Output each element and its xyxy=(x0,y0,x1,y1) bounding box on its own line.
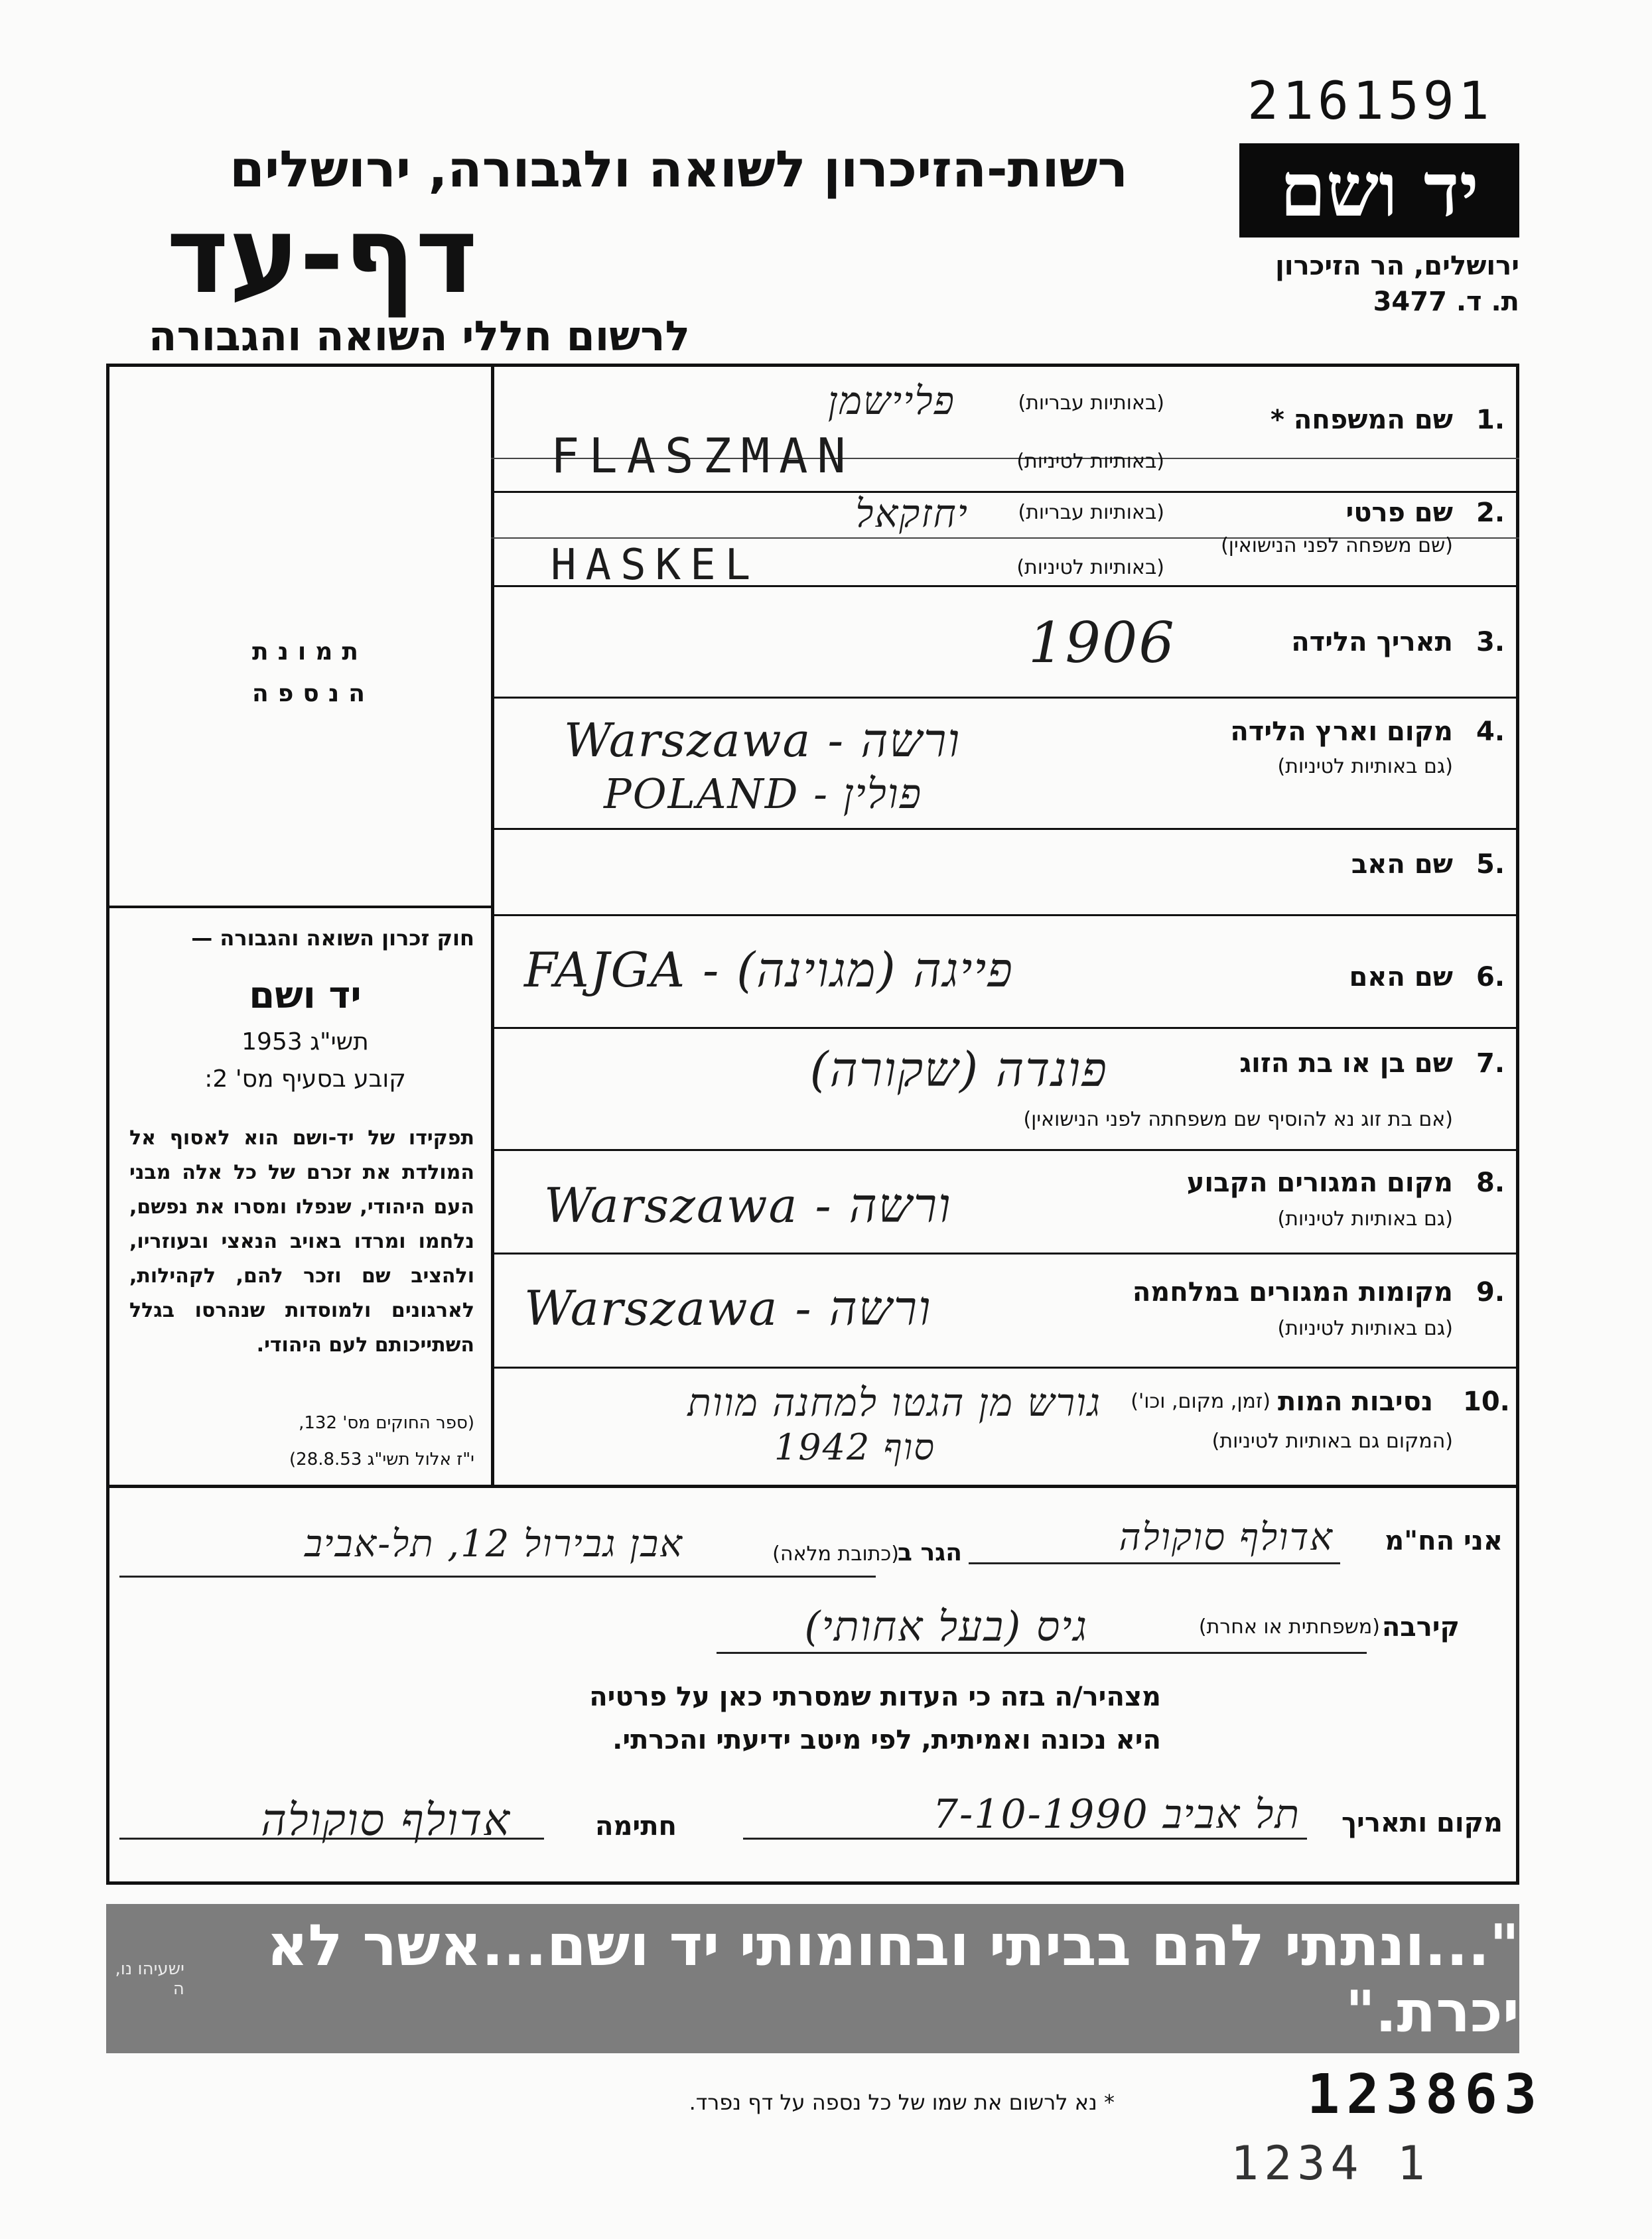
field-10-note: (המקום גם באותיות לטיניות) xyxy=(1211,1430,1453,1453)
quote-banner xyxy=(106,1904,1519,2053)
law-name: יד ושם xyxy=(249,974,362,1017)
address-line-2: ת. ד. 3477 xyxy=(1373,287,1519,317)
signature-value: אדולף סוקולה xyxy=(261,1795,511,1846)
field-2-number: 2. xyxy=(1476,498,1505,528)
row-8-bottom xyxy=(491,1253,1519,1255)
field-2-hint-hebrew: (באותיות עבריות) xyxy=(1018,501,1164,524)
declarant-label: אני הח"מ xyxy=(1385,1526,1503,1556)
field-7-number: 7. xyxy=(1476,1048,1505,1079)
first-name-hebrew: יחזקאל xyxy=(855,491,969,536)
declaration-divider xyxy=(106,1485,1519,1488)
place-date-value: תל אביב 7-10-1990 xyxy=(932,1791,1300,1838)
field-9-label: מקומות המגורים במלחמה xyxy=(1132,1277,1453,1308)
relation-value: גיס (בעל אחותי) xyxy=(804,1602,1088,1651)
address-line xyxy=(119,1576,876,1578)
place-date-line xyxy=(743,1838,1307,1840)
wartime-residence-value: Warszawa - ורשה xyxy=(524,1280,932,1336)
birth-place-value: Warszawa - ורשה xyxy=(564,713,961,768)
field-5-label: שם האב xyxy=(1351,849,1453,880)
field-7-note: (אם בת זוג נא להוסיף שם משפחתה לפני הנישואין) xyxy=(1023,1108,1453,1131)
death-date-value: סוף 1942 xyxy=(774,1426,935,1468)
yad-vashem-logo: יד ושם xyxy=(1239,143,1519,237)
relation-hint: (משפחתית או אחרת) xyxy=(1198,1615,1380,1639)
spouse-name-value: פונדה (שקורה) xyxy=(809,1042,1108,1097)
declarant-name-value: אדולף סוקולה xyxy=(1119,1516,1334,1559)
residence-value: Warszawa - ורשה xyxy=(544,1178,952,1233)
row-7-bottom xyxy=(491,1149,1519,1151)
row-6-bottom xyxy=(491,1027,1519,1029)
declarant-line xyxy=(969,1562,1340,1564)
field-2-note: (שם משפחה לפני הנישואין) xyxy=(1221,534,1453,557)
mother-name-value: FAJGA - פייגה (מגוינה) xyxy=(524,942,1014,998)
field-4-label: מקום וארץ הלידה xyxy=(1230,716,1453,747)
row-5-bottom xyxy=(491,914,1519,916)
field-8-note: (גם באותיות לטיניות) xyxy=(1277,1207,1453,1231)
birth-country-value: POLAND - פולין xyxy=(604,770,923,818)
statement-line-1: מצהיר/ה בזה כי העדות שמסרתי כאן על פרטיה xyxy=(589,1682,1161,1712)
field-6-number: 6. xyxy=(1476,962,1505,992)
declarant-address-value: אבן גבירול 12, תל-אביב xyxy=(304,1523,683,1566)
banner-reference: ישעיהו נו, ה xyxy=(115,1958,184,1999)
document-number: 123863 xyxy=(1307,2063,1544,2126)
law-reference-1: (ספר החוקים מס' 132, xyxy=(299,1413,474,1433)
first-name-latin: HASKEL xyxy=(551,541,760,590)
field-9-note: (גם באותיות לטיניות) xyxy=(1277,1317,1453,1340)
row-4-bottom xyxy=(491,828,1519,830)
family-name-hebrew: פליישמן xyxy=(827,378,955,423)
field-10-label: נסיבות המות xyxy=(1278,1387,1433,1417)
organization-title: רשות-הזיכרון לשואה ולגבורה, ירושלים xyxy=(230,139,1128,198)
stamp-number: 2161591 xyxy=(1247,72,1493,131)
law-year: תשי"ג 1953 xyxy=(241,1028,369,1055)
field-8-number: 8. xyxy=(1476,1168,1505,1198)
field-2-hint-latin: (באותיות לטיניות) xyxy=(1016,556,1164,579)
field-1-label: שם המשפחה * xyxy=(1271,405,1453,435)
death-circumstances-value: גורש מן הגטו למחנה מוות xyxy=(687,1380,1101,1425)
field-9-number: 9. xyxy=(1476,1277,1505,1308)
left-column-divider xyxy=(491,364,494,1485)
address-hint: (כתובת מלאה) xyxy=(772,1542,899,1566)
row-1-bottom xyxy=(491,491,1519,493)
field-5-number: 5. xyxy=(1476,849,1505,880)
law-reference-2: י"ז אלול תשי"ג 28.8.53) xyxy=(289,1450,474,1469)
field-1-hint-hebrew: (באותיות עבריות) xyxy=(1018,391,1164,415)
field-10-number: 10. xyxy=(1463,1387,1510,1417)
field-7-label: שם בן או בת הזוג xyxy=(1239,1048,1453,1079)
field-3-number: 3. xyxy=(1476,627,1505,657)
photo-label-line-1: תמונת xyxy=(252,638,368,665)
field-6-label: שם האם xyxy=(1349,962,1453,992)
row-9-bottom xyxy=(491,1367,1519,1369)
field-4-note: (גם באותיות לטיניות) xyxy=(1277,755,1453,778)
relation-label: קירבה xyxy=(1381,1612,1460,1643)
field-3-label: תאריך הלידה xyxy=(1291,627,1453,657)
residing-label: הגר ב xyxy=(898,1539,962,1566)
law-section: קובע בסעיף מס' 2: xyxy=(204,1065,406,1093)
field-4-number: 4. xyxy=(1476,716,1505,747)
field-2-label: שם פרטי xyxy=(1345,498,1453,528)
place-date-label: מקום ותאריך xyxy=(1341,1808,1503,1838)
signature-label: חתימה xyxy=(594,1811,677,1842)
law-body-text: תפקידו של יד-ושם הוא לאסוף אל המולדת את זכרם של כל אלה מבני העם היהודי, שנפלו ומסרו את נפשם, נלחמו ומרדו באויב הנאצי ובעוזריו, ולהציב שם וזכר להם, לקהילות, לארגונים ולמוסדות שנהרסו בגלל השתייכותם לעם היהודי. xyxy=(129,1126,474,1357)
form-subtitle: לרשום חללי השואה והגבורה xyxy=(148,312,690,360)
relation-line xyxy=(717,1652,1367,1654)
statement-line-2: היא נכונה ואמיתית, לפי מיטב ידיעתי והכרתי. xyxy=(612,1725,1161,1755)
page-number: 1234 1 xyxy=(1231,2136,1430,2191)
photo-label-line-2: הנספה xyxy=(252,680,374,707)
banner-quote: "...ונתתי להם בביתי ובחומותי יד ושם...אשר לא יכרת." xyxy=(266,1912,1519,2045)
photo-box-divider xyxy=(106,906,491,908)
family-name-latin: FLASZMAN xyxy=(551,428,855,484)
form-title: דף-עד xyxy=(166,193,478,317)
footnote: * נא לרשום את שמו של כל נספה על דף נפרד. xyxy=(689,2090,1115,2115)
field-10-hint: (זמן, מקום, וכו') xyxy=(1131,1390,1271,1413)
field-1-hint-latin: (באותיות לטיניות) xyxy=(1016,450,1164,473)
field-8-label: מקום המגורים הקבוע xyxy=(1186,1168,1453,1198)
field-1-number: 1. xyxy=(1476,405,1505,435)
row-3-bottom xyxy=(491,697,1519,699)
law-title: חוק זכרון השואה והגבורה — xyxy=(191,925,474,951)
birth-date-value: 1906 xyxy=(1028,610,1176,675)
address-line-1: ירושלים, הר הזיכרון xyxy=(1275,251,1519,281)
